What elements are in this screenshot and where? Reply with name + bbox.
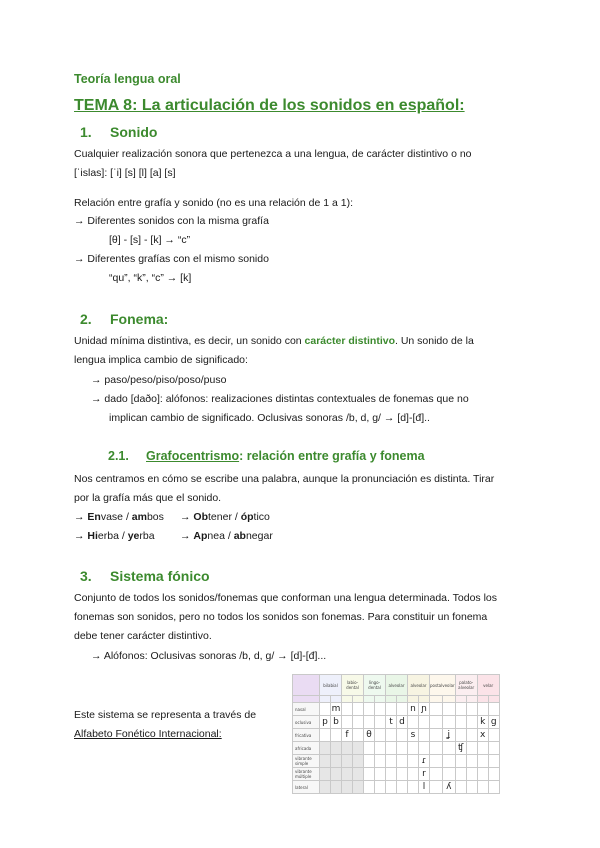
ipa-symbol-cell (375, 781, 386, 794)
ipa-symbol-cell (386, 729, 397, 742)
paragraph: fonemas son sonidos, pero no todos los sonidos son fonemas. Para constituir un fonema (74, 611, 488, 623)
ipa-symbol-cell (342, 742, 353, 755)
ipa-row-header: vibrante múltiple (293, 768, 320, 781)
section-1-heading (80, 124, 157, 140)
ipa-symbol-cell (488, 768, 499, 781)
bold-part: Ob (193, 511, 209, 523)
text-run: negar (245, 530, 273, 542)
ipa-symbol-cell (386, 768, 397, 781)
ipa-subheader-cell (320, 696, 331, 703)
ipa-symbol-cell: l (419, 781, 430, 794)
text-run: tico (253, 511, 270, 523)
section-number: 1. (80, 124, 92, 140)
ipa-symbol-cell: θ (364, 729, 375, 742)
ipa-subheader-cell (386, 696, 397, 703)
ipa-symbol-cell (331, 742, 342, 755)
ipa-subheader-cell (342, 696, 353, 703)
ipa-symbol-cell: b (331, 716, 342, 729)
ipa-column-header: velar (477, 675, 499, 696)
text-run: nea / (207, 530, 234, 542)
arrow: → (74, 530, 88, 542)
arrow-line: → Diferentes grafías con el mismo sonido (74, 253, 269, 265)
ipa-subheader-cell (293, 696, 320, 703)
example-line: “qu”, “k”, “c” → [k] (109, 272, 192, 284)
ipa-symbol-cell: k (477, 716, 488, 729)
ipa-subheader-cell (455, 696, 466, 703)
ipa-symbol-cell (466, 781, 477, 794)
arrow: → (74, 511, 88, 523)
ipa-symbol-cell (331, 729, 342, 742)
ipa-symbol-cell (386, 742, 397, 755)
text-run: Unidad mínima distintiva, es decir, un sonido con (74, 335, 305, 347)
ipa-symbol-cell: n (408, 703, 419, 716)
ipa-symbol-cell: t (386, 716, 397, 729)
page-title: TEMA 8: La articulación de los sonidos en español: (74, 97, 465, 114)
ipa-symbol-cell (386, 781, 397, 794)
ipa-symbol-cell (442, 742, 455, 755)
ipa-symbol-cell (466, 729, 477, 742)
ipa-column-header: palato-alveolar (455, 675, 477, 696)
arrow: → (180, 530, 194, 542)
ipa-symbol-cell (477, 768, 488, 781)
ipa-symbol-cell (442, 755, 455, 768)
ipa-symbol-cell (353, 755, 364, 768)
ipa-symbol-cell (353, 729, 364, 742)
ipa-symbol-cell (397, 755, 408, 768)
example-hierba (74, 529, 155, 543)
ipa-symbol-cell (488, 781, 499, 794)
ipa-symbol-cell (364, 703, 375, 716)
ipa-symbol-cell (375, 716, 386, 729)
ipa-symbol-cell (331, 781, 342, 794)
ipa-symbol-cell (455, 703, 466, 716)
text-run: rba (139, 530, 155, 542)
section-title: Fonema: (110, 311, 169, 327)
ipa-symbol-cell (466, 755, 477, 768)
ipa-symbol-cell (342, 768, 353, 781)
ipa-symbol-cell (488, 755, 499, 768)
ipa-corner-cell (293, 675, 320, 696)
ipa-column-header: alveolar (386, 675, 408, 696)
ipa-symbol-cell (364, 755, 375, 768)
ipa-symbol-cell: m (331, 704, 341, 714)
ipa-column-header: alveolar (408, 675, 430, 696)
bold-term: carácter distintivo (304, 335, 395, 347)
ipa-symbol-cell (442, 716, 455, 729)
ipa-link[interactable]: Alfabeto Fonético Internacional: (74, 728, 222, 740)
paragraph: debe tener carácter distintivo. (74, 630, 212, 642)
ipa-symbol-cell (455, 729, 466, 742)
ipa-symbol-cell (455, 768, 466, 781)
bullet-item: → dado [daðo]: alófonos: realizaciones distintas contextuales de fonemas que no (91, 393, 469, 405)
bullet-item: → Alófonos: Oclusivas sonoras /b, d, g/ → [d]-[đ]... (91, 650, 327, 662)
ipa-symbol-cell (419, 742, 430, 755)
bold-part: Hi (87, 530, 98, 542)
ipa-symbol-cell (466, 742, 477, 755)
example-envase (74, 510, 164, 524)
ipa-symbol-cell (419, 729, 430, 742)
section-2-1-heading (108, 449, 425, 463)
ipa-symbol-cell (397, 768, 408, 781)
ipa-subheader-cell (419, 696, 430, 703)
ipa-symbol-cell (408, 716, 419, 729)
ipa-symbol-cell (375, 742, 386, 755)
ipa-symbol-cell (488, 703, 499, 716)
ipa-column-header: bilabial (320, 675, 342, 696)
ipa-symbol-cell (364, 768, 375, 781)
ipa-symbol-cell (375, 755, 386, 768)
example-line: [θ] - [s] - [k] → “c” (109, 234, 191, 246)
paragraph: lengua implica cambio de significado: (74, 354, 248, 366)
ipa-symbol-cell (466, 768, 477, 781)
ipa-row-header: fricativa (293, 729, 320, 742)
section-number: 2. (80, 311, 92, 327)
ipa-symbol-cell: g (488, 716, 499, 729)
bullet-item: → paso/peso/piso/poso/puso (91, 374, 227, 386)
ipa-subheader-cell (353, 696, 364, 703)
ipa-symbol-cell (408, 781, 419, 794)
ipa-symbol-cell: f (342, 729, 353, 742)
ipa-symbol-cell (408, 742, 419, 755)
ipa-symbol-cell (364, 742, 375, 755)
ipa-row-header: nasal (293, 703, 320, 716)
ipa-subheader-cell (375, 696, 386, 703)
arrow: → (180, 511, 194, 523)
ipa-symbol-cell (430, 729, 443, 742)
ipa-symbol-cell (477, 703, 488, 716)
ipa-symbol-cell (342, 703, 353, 716)
ipa-symbol-cell (320, 703, 331, 716)
ipa-symbol-cell (342, 755, 353, 768)
section-2-heading (80, 311, 168, 327)
paragraph: Nos centramos en cómo se escribe una palabra, aunque la pronunciación es distinta. Tirar (74, 473, 495, 485)
ipa-symbol-cell (353, 742, 364, 755)
ipa-subheader-cell (364, 696, 375, 703)
ipa-symbol-cell (375, 729, 386, 742)
ipa-symbol-cell (419, 716, 430, 729)
section-3-heading (80, 568, 210, 584)
text-run: tener / (208, 511, 241, 523)
ipa-symbol-cell (397, 742, 408, 755)
ipa-symbol-cell: ʎ (442, 781, 455, 794)
ipa-symbol-cell (397, 781, 408, 794)
ipa-symbol-cell (331, 755, 342, 768)
ipa-subheader-cell (488, 696, 499, 703)
bold-part: óp (240, 511, 254, 523)
section-title: Sonido (110, 124, 158, 140)
ipa-symbol-cell (477, 781, 488, 794)
bold-part: ab (233, 530, 246, 542)
ipa-subheader-cell (477, 696, 488, 703)
ipa-symbol-cell (430, 755, 443, 768)
ipa-symbol-cell (430, 768, 443, 781)
ipa-subheader-cell (442, 696, 455, 703)
ipa-symbol-cell (331, 768, 342, 781)
ipa-symbol-cell: r (419, 768, 430, 781)
ipa-symbol-cell (320, 781, 331, 794)
ipa-symbol-cell (430, 703, 443, 716)
ipa-subheader-cell (397, 696, 408, 703)
ipa-symbol-cell (320, 729, 331, 742)
paragraph: Relación entre grafía y sonido (no es una relación de 1 a 1): (74, 197, 354, 209)
ipa-symbol-cell: p (320, 716, 331, 729)
ipa-subheader-cell (466, 696, 477, 703)
paragraph: por la grafía más que el sonido. (74, 492, 222, 504)
paragraph: [ˈislas]: [ˈi] [s] [l] [a] [s] (74, 167, 176, 179)
ipa-symbol-cell (477, 755, 488, 768)
ipa-symbol-cell (430, 742, 443, 755)
ipa-column-header: labio-dental (342, 675, 364, 696)
ipa-symbol-cell (320, 742, 331, 755)
ipa-symbol-cell (408, 755, 419, 768)
ipa-symbol-cell: s (408, 729, 419, 742)
paragraph (74, 334, 474, 348)
grafocentrismo-link[interactable]: Grafocentrismo (146, 449, 240, 463)
bold-part: En (87, 511, 101, 523)
section-number: 3. (80, 568, 92, 584)
ipa-row-header: lateral (293, 781, 320, 794)
paragraph: Conjunto de todos los sonidos/fonemas que conforman una lengua determinada. Todos los (74, 592, 498, 604)
ipa-symbol-cell (408, 768, 419, 781)
ipa-symbol-cell (466, 703, 477, 716)
ipa-symbol-cell (442, 703, 455, 716)
ipa-symbol-cell (430, 781, 443, 794)
ipa-chart (292, 674, 500, 794)
text-run: . Un sonido de la (395, 335, 474, 347)
ipa-symbol-cell (386, 703, 397, 716)
text-run: erba / (97, 530, 128, 542)
ipa-symbol-cell: x (477, 729, 488, 742)
ipa-symbol-cell (466, 716, 477, 729)
ipa-subheader-cell (430, 696, 443, 703)
ipa-symbol-cell (353, 781, 364, 794)
ipa-symbol-cell (353, 768, 364, 781)
text-run: bos (146, 511, 164, 523)
ipa-symbol-cell (455, 755, 466, 768)
ipa-symbol-cell: d (397, 716, 408, 729)
ipa-symbol-cell (353, 716, 364, 729)
ipa-symbol-cell (342, 781, 353, 794)
ipa-symbol-cell (397, 729, 408, 742)
ipa-symbol-cell (364, 781, 375, 794)
kicker: Teoría lengua oral (74, 72, 181, 86)
ipa-subheader-cell (408, 696, 419, 703)
bold-part: Ap (193, 530, 208, 542)
ipa-column-header: lingo-dental (364, 675, 386, 696)
ipa-symbol-cell: ɾ (419, 755, 430, 768)
bold-part: am (131, 511, 147, 523)
ipa-column-header: postalveolar (430, 675, 456, 696)
ipa-symbol-cell (320, 768, 331, 781)
ipa-symbol-cell (320, 755, 331, 768)
example-apnea (180, 529, 273, 543)
ipa-symbol-cell (430, 716, 443, 729)
bullet-item-continuation: implican cambio de significado. Oclusivas sonoras /b, d, g/ → [d]-[đ].. (109, 412, 430, 424)
ipa-symbol-cell (477, 742, 488, 755)
ipa-subheader-cell (331, 696, 342, 703)
ipa-symbol-cell: ɲ (419, 703, 430, 716)
ipa-symbol-cell (375, 703, 386, 716)
paragraph: Este sistema se representa a través de (74, 709, 257, 721)
section-title: Sistema fónico (110, 568, 210, 584)
ipa-symbol-cell (442, 768, 455, 781)
arrow-line: → Diferentes sonidos con la misma grafía (74, 215, 269, 227)
ipa-row-header: vibrante simple (293, 755, 320, 768)
ipa-symbol-cell (375, 768, 386, 781)
ipa-symbol-cell (488, 729, 499, 742)
ipa-symbol-cell (342, 716, 353, 729)
text-run: vase / (100, 511, 132, 523)
ipa-symbol-cell (386, 755, 397, 768)
ipa-symbol-cell (397, 703, 408, 716)
ipa-symbol-cell (488, 742, 499, 755)
ipa-row-header: oclusiva (293, 716, 320, 729)
ipa-row-header: africada (293, 742, 320, 755)
bold-part: ye (127, 530, 140, 542)
ipa-symbol-cell: ʝ (442, 729, 455, 742)
ipa-symbol-cell (455, 781, 466, 794)
ipa-symbol-cell: ʧ (455, 742, 466, 755)
section-title: : relación entre grafía y fonema (239, 449, 425, 463)
paragraph: Cualquier realización sonora que pertenezca a una lengua, de carácter distintivo o no (74, 148, 472, 160)
section-number: 2.1. (108, 449, 129, 463)
ipa-symbol-cell (455, 716, 466, 729)
ipa-symbol-cell (353, 703, 364, 716)
example-obtener (180, 510, 270, 524)
ipa-symbol-cell (364, 716, 375, 729)
